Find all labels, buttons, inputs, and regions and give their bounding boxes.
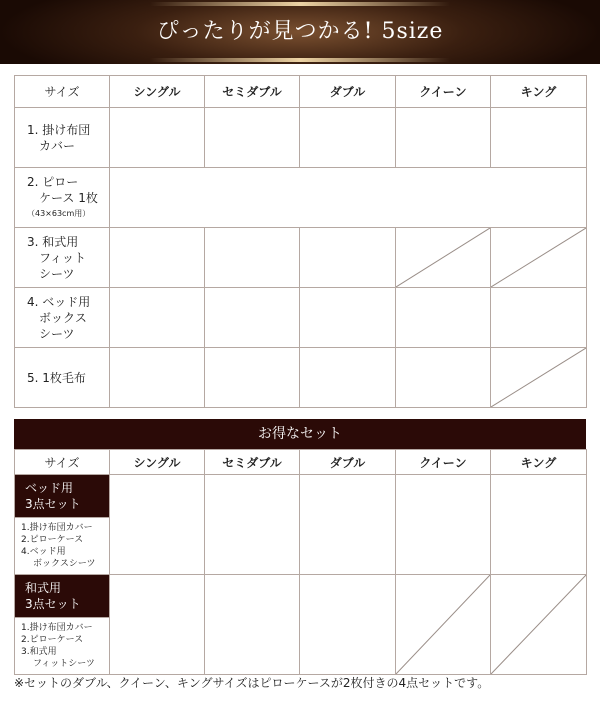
header-king: キング (491, 76, 587, 108)
row-label-blanket: 5. 1枚毛布 (15, 348, 110, 408)
header-size: サイズ (15, 76, 110, 108)
row-label-pillow-case: 2. ピロー ケース 1枚 （43×63cm用） (15, 168, 110, 228)
header-king: キング (491, 450, 587, 475)
table-row (15, 348, 587, 408)
cell (110, 475, 205, 575)
banner-title: ぴったりが見つかる! 5size (156, 19, 444, 44)
row-label-fitted-sheet: 3. 和式用 フィット シーツ (15, 228, 110, 288)
cell (205, 475, 300, 575)
cell-unavailable (491, 348, 587, 408)
cell (205, 575, 300, 675)
header-size: サイズ (15, 450, 110, 475)
row-label-duvet-cover: 1. 掛け布団 カバー (15, 108, 110, 168)
row-label-box-sheet: 4. ベッド用 ボックス シーツ (15, 288, 110, 348)
set-items-futon: 1.掛け布団カバー 2.ピローケース 3.和式用 フィットシーツ (15, 618, 110, 675)
cell (205, 348, 300, 408)
table-header-row (15, 76, 587, 108)
set-label-futon: 和式用 3点セット (15, 575, 110, 618)
cell-unavailable (396, 228, 491, 288)
size-availability-table (14, 75, 587, 408)
header-queen: クイーン (396, 76, 491, 108)
header-single: シングル (110, 450, 205, 475)
header-single: シングル (110, 76, 205, 108)
cell (491, 108, 587, 168)
cell (396, 348, 491, 408)
header-double: ダブル (300, 450, 396, 475)
footnote: ※セットのダブル、クイーン、キングサイズはピローケースが2枚付きの4点セットです。 (14, 676, 490, 690)
set-title: お得なセット (14, 419, 586, 449)
cell-unavailable (491, 228, 587, 288)
cell (300, 575, 396, 675)
set-header-row (15, 450, 587, 475)
table-row (15, 228, 587, 288)
set-section (14, 419, 586, 449)
table-row (15, 108, 587, 168)
cell (300, 288, 396, 348)
set-table (14, 449, 587, 675)
cell (396, 475, 491, 575)
cell (110, 108, 205, 168)
cell (300, 228, 396, 288)
header-semidouble: セミダブル (205, 76, 300, 108)
set-row-bed-name (15, 475, 587, 518)
cell (205, 288, 300, 348)
cell (396, 108, 491, 168)
header-double: ダブル (300, 76, 396, 108)
set-row-futon-name (15, 575, 587, 618)
cell (300, 108, 396, 168)
cell-merged (110, 168, 587, 228)
cell (205, 228, 300, 288)
cell-unavailable (491, 575, 587, 675)
table-row (15, 168, 587, 228)
cell (205, 108, 300, 168)
cell (300, 475, 396, 575)
cell (300, 348, 396, 408)
cell (396, 288, 491, 348)
cell (110, 228, 205, 288)
cell (491, 288, 587, 348)
cell (110, 348, 205, 408)
set-label-bed: ベッド用 3点セット (15, 475, 110, 518)
table-row (15, 288, 587, 348)
cell (110, 575, 205, 675)
set-items-bed: 1.掛け布団カバー 2.ピローケース 4.ベッド用 ボックスシーツ (15, 518, 110, 575)
header-semidouble: セミダブル (205, 450, 300, 475)
cell-unavailable (396, 575, 491, 675)
cell (491, 475, 587, 575)
header-banner (0, 0, 600, 64)
header-queen: クイーン (396, 450, 491, 475)
cell (110, 288, 205, 348)
